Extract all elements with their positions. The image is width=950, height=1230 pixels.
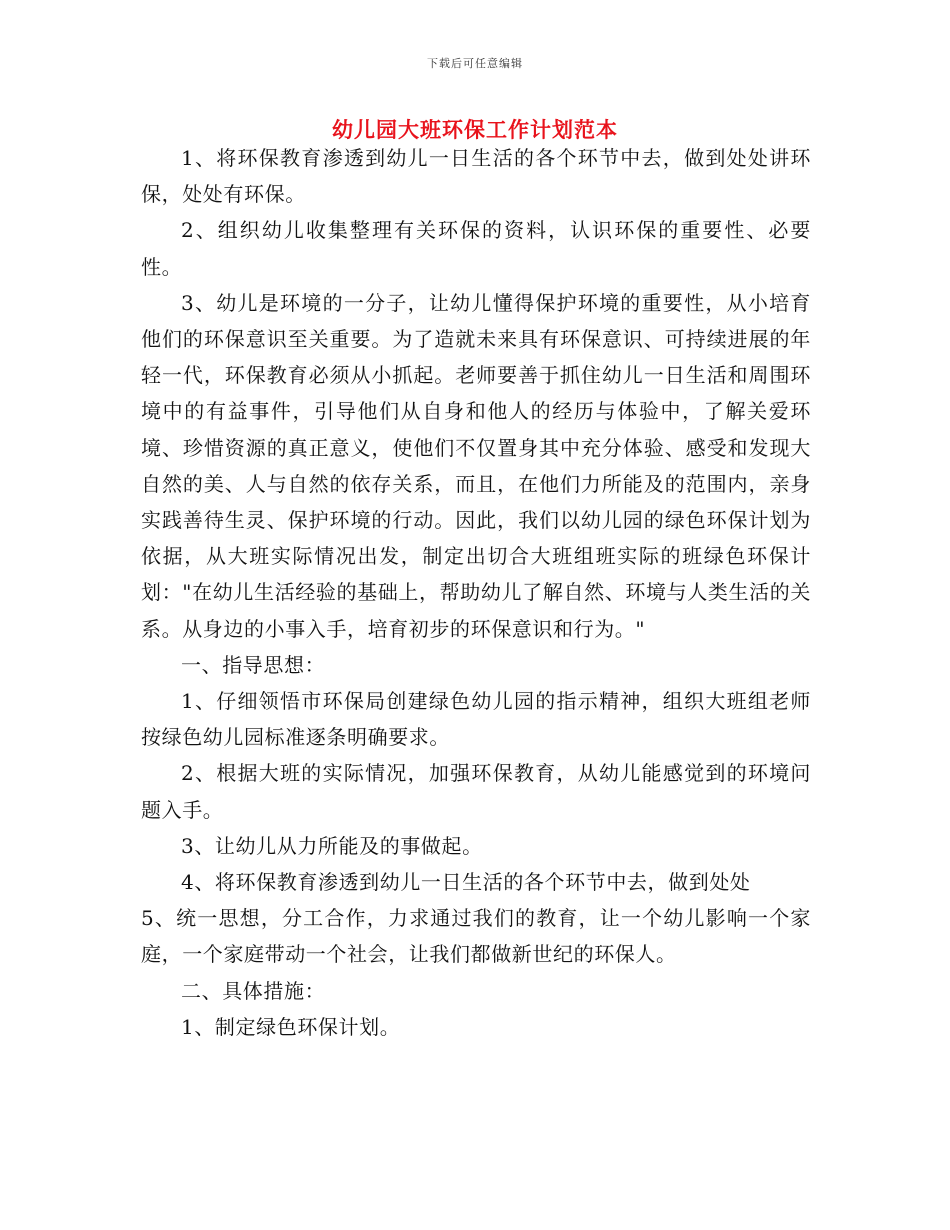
header-note: 下载后可任意编辑: [427, 57, 523, 70]
section-heading: 一、指导思想：: [181, 652, 326, 677]
paragraph: 2、组织幼儿收集整理有关环保的资料，认识环保的重要性、必要性。: [141, 218, 811, 279]
section-heading: 二、具体措施：: [181, 978, 326, 1003]
paragraph: 3、幼儿是环境的一分子，让幼儿懂得保护环境的重要性，从小培育他们的环保意识至关重要。为了造就未来具有环保意识、可持续进展的年轻一代，环保教育必须从小抓起。老师要善于抓住幼儿一日生活和周围环境中的有益事件，引导他们从自身和他人的经历与体验中，了解关爱环境、珍惜资源的真正意义，使他们不仅置身其中充分体验、感受和发现大自然的美、人与自然的依存关系，而且，在他们力所能及的范围内，亲身实践善待生灵、保护环境的行动。因此，我们以幼儿园的绿色环保计划为依据，从大班实际情况出发，制定出切合大班组班实际的班绿色环保计划："在幼儿生活经验的基础上，帮助幼儿了解自然、环境与人类生活的关系。从身边的小事入手，培育初步的环保意识和行为。": [141, 290, 811, 641]
paragraph: 4、将环保教育渗透到幼儿一日生活的各个环节中去，做到处处: [181, 870, 751, 895]
document-body: [141, 140, 811, 1045]
paragraph: 5、统一思想，分工合作，力求通过我们的教育，让一个幼儿影响一个家庭，一个家庭带动一个社会，让我们都做新世纪的环保人。: [141, 906, 811, 967]
document-title: 幼儿园大班环保工作计划范本: [332, 117, 618, 142]
paragraph: 1、仔细领悟市环保局创建绿色幼儿园的指示精神，组织大班组老师按绿色幼儿园标准逐条明确要求。: [141, 689, 811, 750]
paragraph: 1、制定绿色环保计划。: [181, 1014, 401, 1039]
paragraph: 1、将环保教育渗透到幼儿一日生活的各个环节中去，做到处处讲环保，处处有环保。: [141, 146, 811, 207]
paragraph: 2、根据大班的实际情况，加强环保教育，从幼儿能感觉到的环境问题入手。: [141, 761, 811, 822]
paragraph: 3、让幼儿从力所能及的事做起。: [181, 833, 483, 858]
